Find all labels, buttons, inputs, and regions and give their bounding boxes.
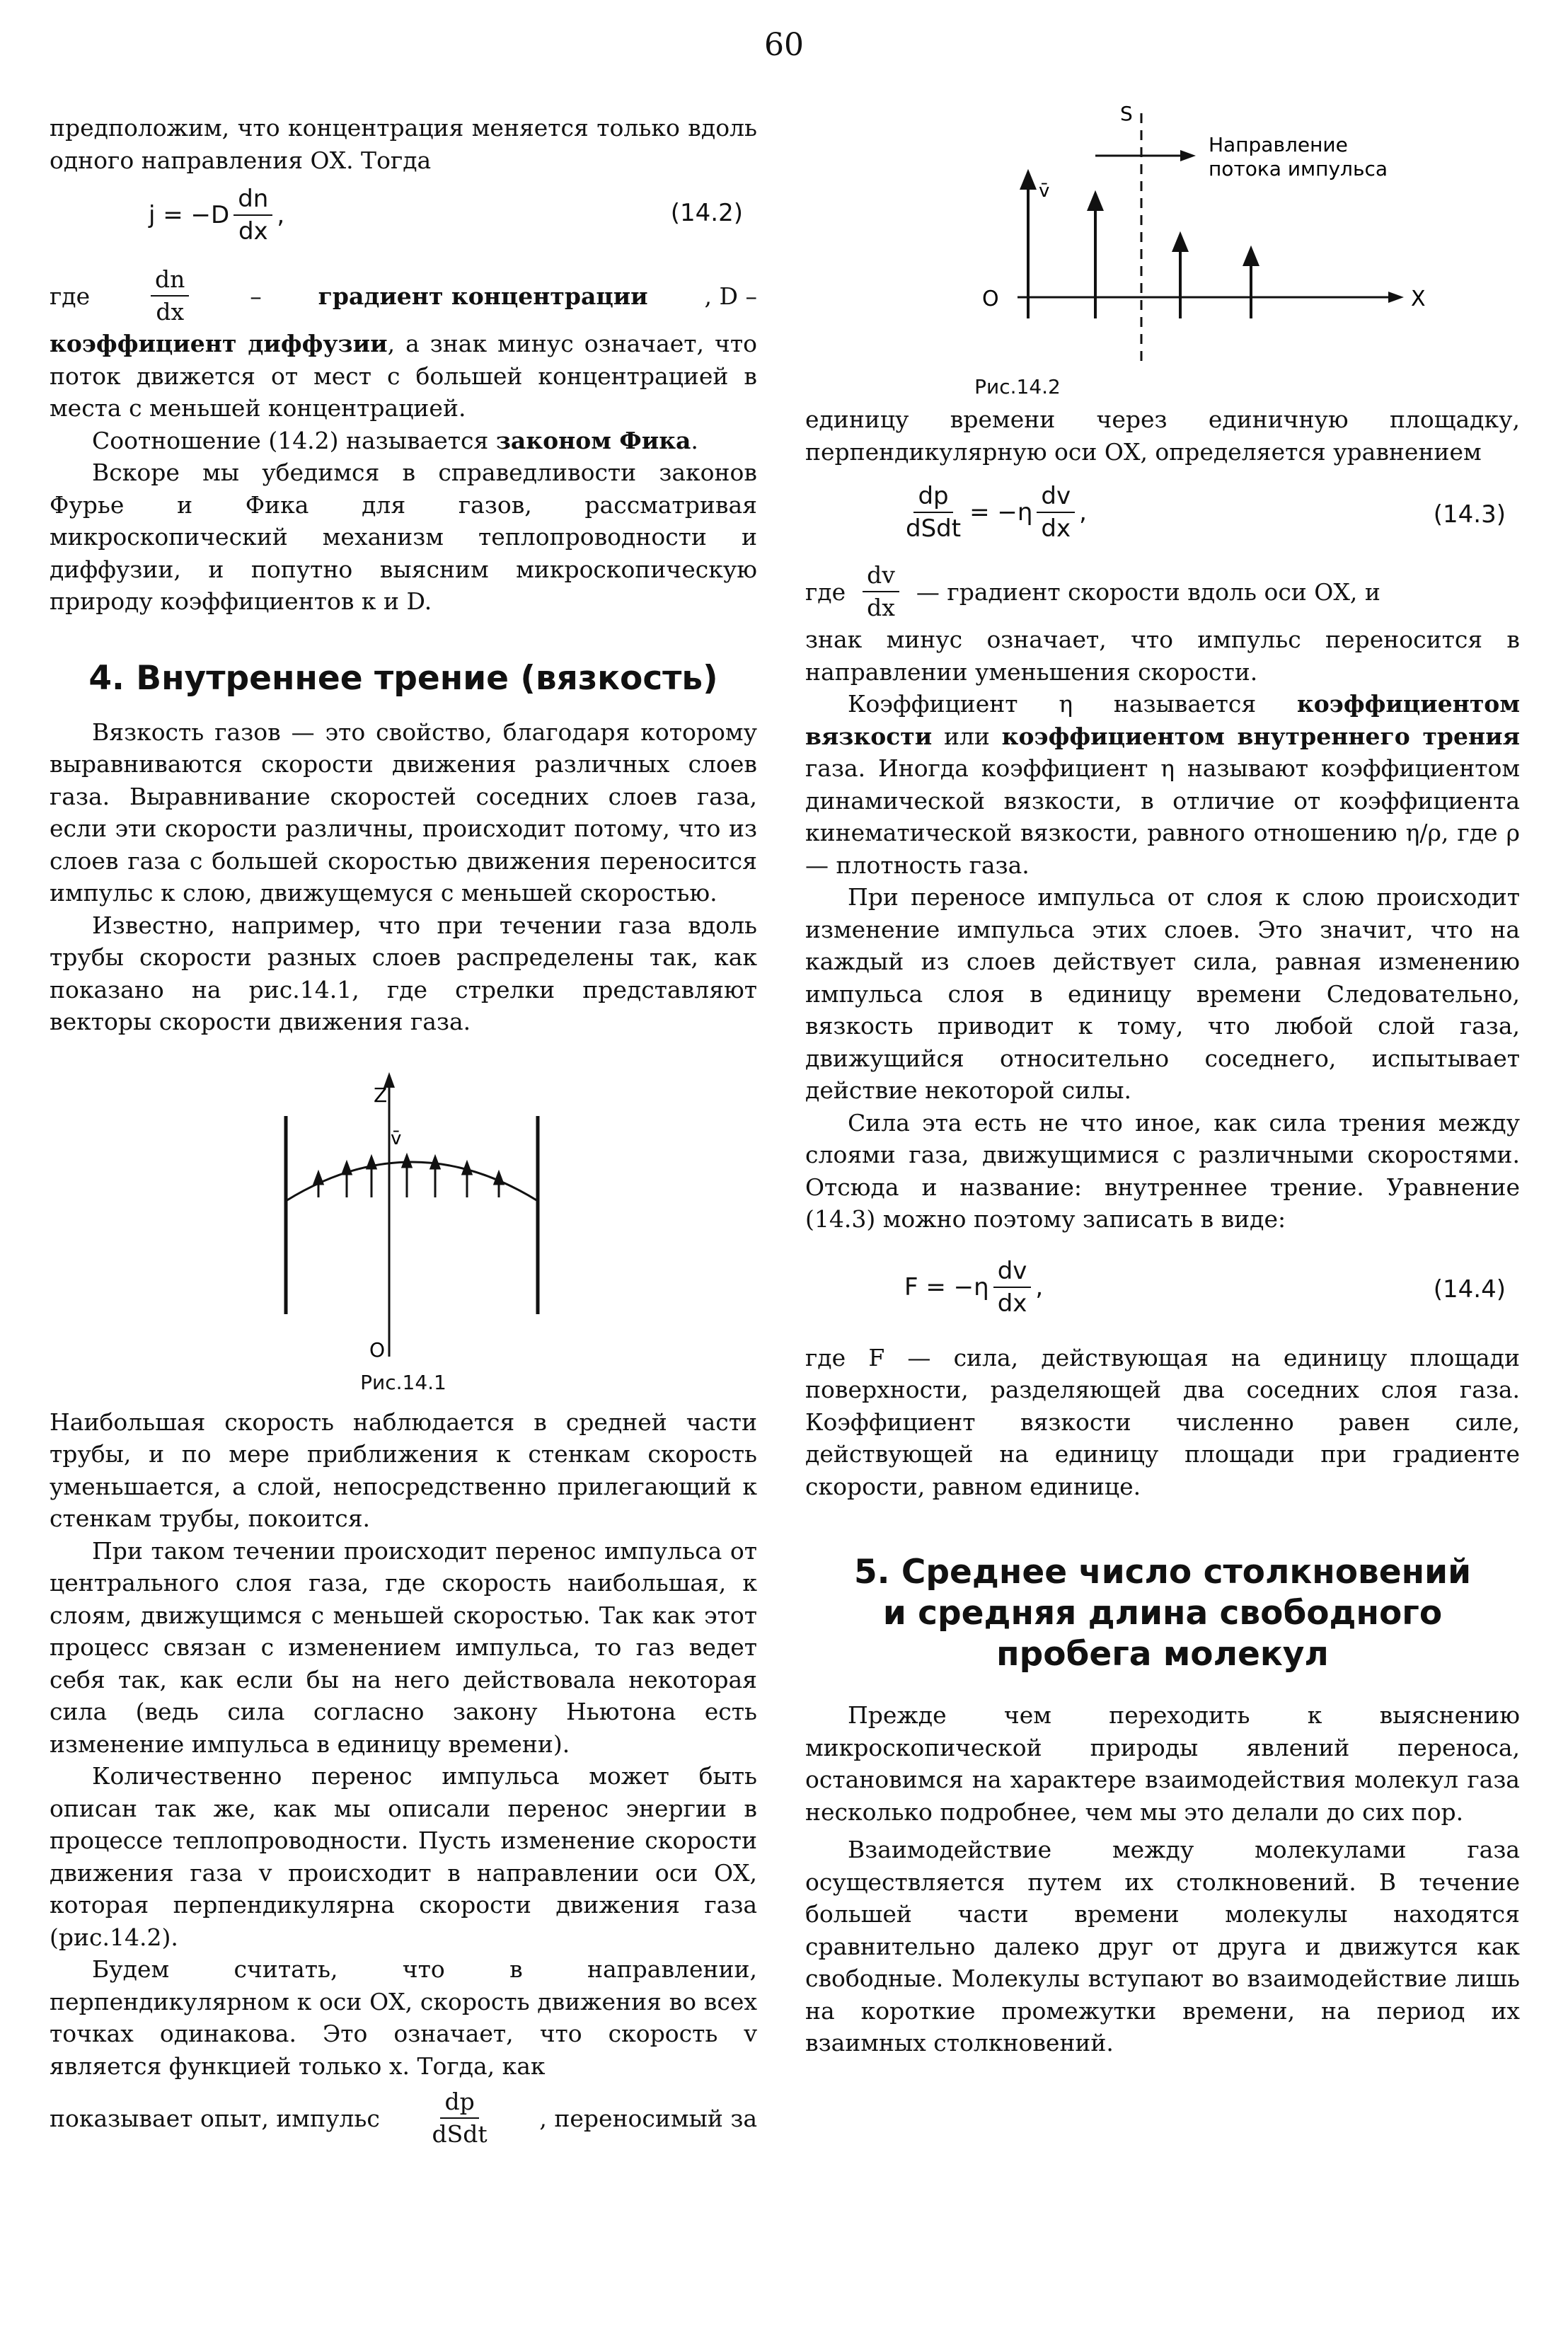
fraction — [993, 1255, 1032, 1319]
paragraph: Количественно перенос импульса может быть описан так же, как мы описали перенос энергии в процессе теплопроводности. Пусть изменение скорости движения газа v происходит в направлении оси ОХ, которая перпендикулярна скорости движения газа (рис.14.2). — [50, 1762, 757, 1951]
z-axis-label: Z — [374, 1083, 388, 1107]
fraction — [901, 481, 965, 544]
fraction-numerator: dn — [151, 264, 189, 297]
origin-label: O — [369, 1338, 386, 1362]
where-line — [50, 264, 757, 328]
fraction-denominator: dx — [156, 298, 185, 326]
flow-direction-label-line1: Направление — [1209, 133, 1348, 156]
fraction-denominator: dx — [997, 1289, 1027, 1318]
page-number: 60 — [764, 27, 804, 63]
section-heading: 5. Среднее число столкновений и средняя длина свободного пробега молекул — [853, 1553, 1472, 1674]
equation-lhs: j = −D — [149, 201, 230, 229]
fraction-numerator: dp — [913, 481, 952, 513]
text: Коэффициент η называется — [848, 690, 1257, 718]
term-bold: градиент концентрации — [318, 282, 648, 310]
text: , D – — [704, 282, 757, 310]
equation-middle: = −η — [969, 498, 1033, 527]
paragraph — [50, 425, 757, 457]
fraction-denominator: dx — [867, 594, 895, 621]
text: , а знак минус означает, что поток движется от мест с большей концентрацией в места с меньшей концентрацией. — [50, 330, 757, 422]
dash: – — [250, 282, 262, 310]
paragraph: Прежде чем переходить к выяснению микроскопической природы явлений переноса, остановимся на характере взаимодействия молекул газа несколько подробнее, чем мы это делали до сих пор. — [805, 1701, 1520, 1826]
paragraph — [805, 688, 1520, 881]
velocity-label: v̄ — [391, 1127, 402, 1149]
fraction-denominator: dSdt — [432, 2120, 488, 2148]
paragraph: Взаимодействие между молекулами газа осуществляется путем их столкновений. В течение большей части времени молекулы находятся сравнительно далеко друг от друга и движутся как свободные. Молекулы вступают во взаимодействие лишь на короткие промежутки времени, на период их взаимных столкновений. — [805, 1836, 1520, 2057]
where-word: где — [50, 282, 91, 310]
fraction — [863, 560, 899, 623]
paragraph: Будем считать, что в направлении, перпендикулярном к оси ОХ, скорость движения во всех точках одинакова. Это означает, что скорость v является функцией только x. Тогда, как — [50, 1955, 757, 2080]
equation-number: (14.2) — [670, 199, 743, 227]
momentum-flow-diagram — [805, 92, 1520, 375]
paragraph: Вязкость газов — это свойство, благодаря которому выравниваются скорости движения различных слоев газа. Выравнивание скоростей соседних слоев газа, если эти скорости различны, происходит потому, что из слоев газа с большей скоростью движения переносится импульс к слою, движущемуся с меньшей скоростью. — [50, 718, 757, 907]
velocity-label: v̄ — [1039, 180, 1050, 202]
term-bold: коэффициент диффузии — [50, 330, 388, 357]
text: газа. Иногда коэффициент η называют коэффициентом динамической вязкости, в отличие от коэффициента кинематической вязкости, равного отношению η/ρ, где ρ — плотность газа. — [805, 754, 1520, 879]
text: показывает опыт, импульс — [50, 2104, 380, 2132]
text: , переносимый за — [539, 2104, 757, 2132]
fraction — [151, 264, 189, 328]
paragraph: При таком течении происходит перенос импульса от центрального слоя газа, где скорость наибольшая, к слоям, движущимся с меньшей скоростью. Так как этот процесс связан с изменением импульса, то газ ведет себя так, как если бы на него действовала некоторая сила (ведь сила согласно закону Ньютона есть изменение импульса в единицу времени). — [50, 1536, 757, 1758]
equation-14-2 — [50, 176, 757, 264]
paragraph: знак минус означает, что импульс переносится в направлении уменьшения скорости. — [805, 626, 1520, 686]
velocity-arrows — [314, 1156, 503, 1197]
equation-lhs: F = −η — [904, 1272, 989, 1301]
figure-caption: Рис.14.1 — [360, 1370, 446, 1394]
text: . — [691, 426, 698, 454]
term-bold: коэффициентом внутреннего трения — [1001, 722, 1520, 750]
figure-14-1 — [50, 1038, 757, 1406]
origin-label: O — [982, 287, 999, 311]
equation-number: (14.3) — [1433, 500, 1506, 529]
flow-direction-label-line2: потока импульса — [1209, 157, 1388, 180]
paragraph: предположим, что концентрация меняется только вдоль одного направления ОХ. Тогда — [50, 114, 757, 174]
x-axis-arrowhead — [1388, 292, 1404, 303]
term-bold: коэффициентом вязкости — [805, 690, 1520, 750]
fraction — [1037, 481, 1075, 544]
fraction-denominator: dSdt — [906, 514, 962, 543]
equation-tail: , — [277, 201, 285, 229]
paragraph: Известно, например, что при течении газа вдоль трубы скорости разных слоев распределены так, как показано на рис.14.1, где стрелки представляют векторы скорости движения газа. — [50, 911, 757, 1035]
surface-s-label: S — [1120, 102, 1133, 125]
pipe-flow-diagram — [50, 1059, 757, 1385]
x-axis-label: X — [1411, 287, 1426, 311]
right-column — [805, 92, 1520, 2059]
text: — градиент скорости вдоль оси ОХ, и — [916, 577, 1380, 606]
paragraph — [50, 328, 757, 425]
flow-direction-arrowhead — [1180, 150, 1196, 161]
fraction-numerator: dv — [863, 560, 899, 592]
fraction — [234, 183, 272, 247]
figure-14-2 — [805, 92, 1520, 403]
figure-caption: Рис.14.2 — [974, 375, 1061, 398]
where-line — [805, 560, 1520, 623]
equation-tail: , — [1035, 1272, 1044, 1301]
paragraph: Вскоре мы убедимся в справедливости законов Фурье и Фика для газов, рассматривая микроскопический механизм теплопроводности и диффузии, и попутно выясним микроскопическую природу коэффициентов κ и D. — [50, 459, 757, 615]
text: или — [932, 722, 1002, 750]
equation-number: (14.4) — [1433, 1275, 1506, 1304]
fraction — [428, 2086, 492, 2150]
equation-14-4 — [805, 1236, 1520, 1342]
fraction-denominator: dx — [1041, 514, 1071, 543]
text: Соотношение (14.2) называется — [92, 426, 489, 454]
fraction-numerator: dn — [234, 183, 272, 216]
paragraph: Наибольшая скорость наблюдается в средней части трубы, и по мере приближения к стенкам скорость уменьшается, а слой, непосредственно прилегающий к стенкам трубы, покоится. — [50, 1408, 757, 1532]
fraction-numerator: dv — [993, 1255, 1032, 1288]
equation-14-3 — [805, 468, 1520, 560]
fraction-numerator: dp — [440, 2086, 478, 2119]
fraction-numerator: dv — [1037, 481, 1075, 513]
fraction-denominator: dx — [238, 217, 268, 246]
paragraph: где F — сила, действующая на единицу площади поверхности, разделяющей два соседних слоя газа. Коэффициент вязкости численно равен силе, действующей на единицу площади при градиенте скорости, равном единице. — [805, 1343, 1520, 1500]
where-word: где — [805, 577, 846, 606]
section-heading: 4. Внутреннее трение (вязкость) — [88, 658, 718, 698]
left-column — [50, 112, 757, 2150]
paragraph-last-line — [50, 2086, 757, 2150]
paragraph: Сила эта есть не что иное, как сила трения между слоями газа, движущимися с различными скоростями. Отсюда и название: внутреннее трение. Уравнение (14.3) можно поэтому записать в виде: — [805, 1108, 1520, 1233]
equation-tail: , — [1079, 498, 1087, 527]
paragraph: единицу времени через единичную площадку, перпендикулярную оси ОХ, определяется уравнением — [805, 405, 1520, 466]
term-bold: законом Фика — [495, 426, 691, 454]
paragraph: При переносе импульса от слоя к слою происходит изменение импульса этих слоев. Это значит, что на каждый из слоев действует сила, равная изменению импульса слоя в единицу времени Следовательно, вязкость приводит к тому, что любой слой газа, движущийся относительно соседнего, испытывает действие некоторой силы. — [805, 883, 1520, 1104]
